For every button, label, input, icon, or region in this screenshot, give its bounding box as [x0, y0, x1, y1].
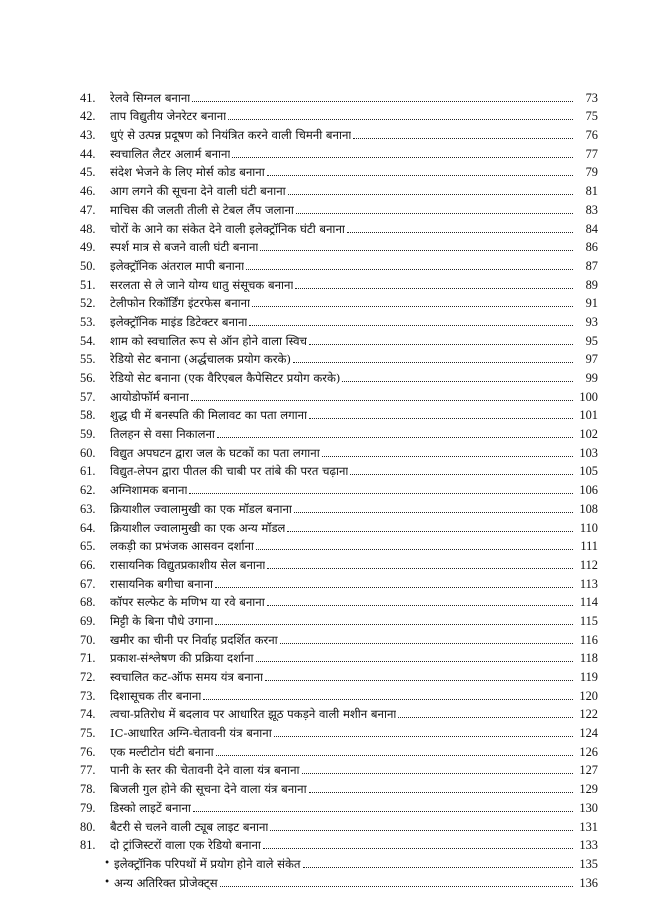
dot-leader — [296, 213, 573, 214]
dot-leader — [342, 381, 573, 382]
entry-title: रेडियो सेट बनाना (अर्द्धचालक प्रयोग करके) — [110, 352, 291, 367]
dot-leader — [263, 848, 573, 849]
entry-title: विद्युत-लेपन द्वारा पीतल की चाबी पर तांबे की परत चढ़ाना — [110, 464, 349, 479]
dot-leader — [215, 624, 573, 625]
entry-title: इलेक्ट्रॉनिक माइंड डिटेक्टर बनाना — [110, 314, 248, 329]
dot-leader — [267, 175, 573, 176]
toc-entry — [80, 777, 598, 796]
toc-entry — [80, 254, 598, 273]
toc-entry — [80, 236, 598, 255]
entry-number: 43. — [80, 128, 96, 143]
entry-number: 78. — [80, 782, 96, 797]
toc-entry — [80, 123, 598, 142]
entry-page-number: 99 — [585, 371, 598, 385]
entry-title: संदेश भेजने के लिए मोर्स कोड बनाना — [110, 165, 265, 180]
entry-title: स्वचालित लैटर अलार्म बनाना — [110, 146, 231, 161]
toc-entry — [80, 441, 598, 460]
entry-number: 48. — [80, 221, 96, 236]
entry-number: 80. — [80, 819, 96, 834]
entry-title: पानी के स्तर की चेतावनी देने वाला यंत्र बनाना — [110, 763, 300, 778]
dot-leader — [309, 418, 573, 419]
entry-number: 61. — [80, 464, 96, 479]
entry-page-number: 118 — [579, 651, 598, 666]
entry-title: डिस्को लाइटें बनाना — [110, 800, 191, 815]
dot-leader — [217, 437, 573, 438]
toc-entry — [80, 497, 598, 516]
entry-page-number: 106 — [579, 483, 598, 498]
entry-title: अन्य अतिरिक्त प्रोजेक्ट्स — [114, 875, 218, 890]
entry-title: ताप विद्युतीय जेनरेटर बनाना — [110, 109, 227, 124]
entry-page-number: 110 — [579, 520, 598, 535]
toc-entry — [80, 759, 598, 778]
entry-page-number: 135 — [579, 856, 598, 871]
entry-page-number: 95 — [585, 333, 598, 348]
toc-entry — [80, 796, 598, 815]
dot-leader — [295, 288, 573, 289]
entry-number: 56. — [80, 371, 96, 385]
toc-entry — [80, 721, 598, 740]
toc-entry — [80, 366, 598, 385]
toc-entry — [80, 535, 598, 554]
entry-title: माचिस की जलती तीली से टेबल लैंप जलाना — [110, 202, 294, 217]
entry-title: मिट्टी के बिना पौधे उगाना — [110, 613, 214, 628]
entry-number: 49. — [80, 240, 96, 255]
entry-page-number: 102 — [579, 427, 598, 442]
entry-page-number: 73 — [585, 90, 598, 105]
toc-entry — [80, 273, 598, 292]
entry-title: चोरों के आने का संकेत देने वाली इलेक्ट्रॉनिक घंटी बनाना — [110, 221, 345, 236]
entry-title: कॉपर सल्फेट के मणिभ या रवे बनाना — [110, 595, 265, 610]
entry-title: इलेक्ट्रॉनिक अंतराल मापी बनाना — [110, 258, 245, 273]
entry-number: 69. — [80, 613, 96, 628]
dot-leader — [193, 811, 573, 812]
dot-leader — [280, 643, 573, 644]
dot-leader — [256, 549, 573, 550]
entry-page-number: 111 — [580, 539, 598, 554]
entry-title: शाम को स्वचालित रूप से ऑन होने वाला स्विच — [110, 333, 307, 348]
dot-leader — [246, 269, 573, 270]
dot-leader — [232, 157, 573, 158]
entry-title: क्रियाशील ज्वालामुखी का एक अन्य मॉडल — [110, 520, 286, 535]
entry-page-number: 77 — [585, 146, 598, 161]
entry-title: आग लगने की सूचना देने वाली घंटी बनाना — [110, 184, 286, 199]
entry-number: 64. — [80, 520, 96, 535]
entry-page-number: 126 — [579, 744, 598, 759]
dot-leader — [287, 531, 573, 532]
dot-leader — [189, 493, 573, 494]
dot-leader — [228, 119, 573, 120]
entry-number: 50. — [80, 258, 96, 273]
entry-number: 70. — [80, 632, 96, 647]
entry-number: 66. — [80, 557, 96, 572]
entry-title: लकड़ी का प्रभंजक आसवन दर्शाना — [110, 539, 254, 554]
entry-page-number: 131 — [579, 819, 598, 834]
dot-leader — [267, 568, 573, 569]
entry-page-number: 93 — [585, 314, 598, 329]
dot-leader — [353, 138, 573, 139]
entry-page-number: 115 — [579, 613, 598, 628]
entry-number: 81. — [80, 838, 96, 853]
entry-page-number: 120 — [579, 688, 598, 703]
entry-title: टेलीफोन रिकॉर्डिंग इंटरफेस बनाना — [110, 296, 251, 311]
entry-page-number: 105 — [579, 464, 598, 479]
entry-page-number: 86 — [585, 240, 598, 255]
toc-entry — [80, 329, 598, 348]
dot-leader — [293, 362, 573, 363]
dot-leader — [322, 456, 573, 457]
dot-leader — [294, 512, 573, 513]
toc-entry — [80, 404, 598, 423]
entry-title: खमीर का चीनी पर निर्वाह प्रदर्शित करना — [110, 632, 278, 647]
toc-entry — [80, 684, 598, 703]
entry-number: 74. — [80, 707, 96, 722]
toc-entry — [80, 310, 598, 329]
toc-entry — [80, 647, 598, 666]
dot-leader — [192, 101, 573, 102]
dot-leader — [274, 736, 573, 737]
dot-leader — [265, 680, 573, 681]
entry-number: 59. — [80, 427, 96, 442]
entry-number: 46. — [80, 184, 96, 199]
toc-entry — [80, 516, 598, 535]
table-of-contents — [80, 86, 598, 890]
entry-page-number: 97 — [585, 352, 598, 367]
toc-entry — [80, 198, 598, 217]
toc-entry — [80, 591, 598, 610]
entry-title: बिजली गुल होने की सूचना देने वाला यंत्र बनाना — [110, 782, 307, 797]
dot-leader — [347, 232, 573, 233]
entry-number: 73. — [80, 688, 96, 703]
entry-number: 53. — [80, 314, 96, 329]
entry-title: रेडियो सेट बनाना (एक वैरिएबल कैपेसिटर प्रयोग करके) — [110, 371, 341, 385]
toc-entry — [80, 703, 598, 722]
entry-page-number: 122 — [579, 707, 598, 722]
entry-title: एक मल्टीटोन घंटी बनाना — [110, 744, 214, 759]
entry-number: 54. — [80, 333, 96, 348]
entry-page-number: 108 — [579, 501, 598, 516]
entry-number: 75. — [80, 726, 96, 741]
entry-page-number: 91 — [585, 296, 598, 311]
toc-entry — [80, 105, 598, 124]
dot-leader — [267, 605, 573, 606]
toc-entry — [80, 572, 598, 591]
entry-page-number: 116 — [579, 632, 598, 647]
entry-page-number: 83 — [585, 202, 598, 217]
entry-page-number: 79 — [585, 165, 598, 180]
toc-entry — [80, 834, 598, 853]
entry-title: IC-आधारित अग्नि-चेतावनी यंत्र बनाना — [110, 726, 272, 741]
entry-number: 52. — [80, 296, 96, 311]
entry-page-number: 89 — [585, 277, 598, 292]
bullet-icon: • — [104, 857, 110, 869]
entry-title: रासायनिक विद्युतप्रकाशीय सेल बनाना — [110, 557, 266, 572]
dot-leader — [220, 886, 573, 887]
entry-page-number: 81 — [585, 184, 598, 199]
dot-leader — [350, 474, 573, 475]
toc-entry — [80, 348, 598, 367]
entry-title: रेलवे सिग्नल बनाना — [110, 90, 191, 105]
entry-title: स्पर्श मात्र से बजने वाली घंटी बनाना — [110, 240, 259, 255]
entry-title: दो ट्रांजिस्टरों वाला एक रेडियो बनाना — [110, 838, 261, 853]
bullet-icon: • — [104, 876, 110, 888]
entry-number: 51. — [80, 277, 96, 292]
entry-number: 60. — [80, 445, 96, 460]
entry-page-number: 75 — [585, 109, 598, 124]
entry-title: अग्निशामक बनाना — [110, 483, 188, 498]
entry-page-number: 113 — [579, 576, 598, 591]
entry-number: 76. — [80, 744, 96, 759]
entry-number: 72. — [80, 670, 96, 684]
entry-title: क्रियाशील ज्वालामुखी का एक मॉडल बनाना — [110, 501, 292, 516]
dot-leader — [191, 400, 573, 401]
entry-title: प्रकाश-संश्लेषण की प्रक्रिया दर्शाना — [110, 651, 254, 666]
entry-page-number: 129 — [579, 782, 598, 797]
entry-page-number: 84 — [585, 221, 598, 236]
entry-number: 71. — [80, 651, 96, 666]
entry-title: आयोडोफॉर्म बनाना — [110, 389, 189, 404]
entry-number: 45. — [80, 165, 96, 180]
entry-number: 65. — [80, 539, 96, 554]
toc-entry — [80, 553, 598, 572]
entry-page-number: 136 — [579, 875, 598, 890]
entry-number: 62. — [80, 483, 96, 498]
toc-entry — [80, 665, 598, 684]
dot-leader — [398, 717, 573, 718]
entry-title: दिशासूचक तीर बनाना — [110, 688, 202, 703]
toc-entry — [80, 161, 598, 180]
entry-page-number: 101 — [579, 408, 598, 423]
toc-entry — [80, 815, 598, 834]
entry-number: 57. — [80, 389, 96, 404]
dot-leader — [216, 755, 573, 756]
toc-entry — [80, 217, 598, 236]
entry-page-number: 76 — [585, 128, 598, 143]
toc-entry — [80, 86, 598, 105]
entry-number: 63. — [80, 501, 96, 516]
toc-entry — [80, 460, 598, 479]
entry-title: इलेक्ट्रॉनिक परिपथों में प्रयोग होने वाले संकेत — [114, 856, 301, 871]
dot-leader — [203, 699, 573, 700]
dot-leader — [309, 344, 573, 345]
entry-page-number: 87 — [585, 258, 598, 273]
entry-page-number: 114 — [579, 595, 598, 610]
entry-title: शुद्ध घी में बनस्पति की मिलावट का पता लगाना — [110, 408, 308, 423]
entry-title: रासायनिक बगीचा बनाना — [110, 576, 214, 591]
toc-entry — [80, 179, 598, 198]
entry-title: विद्युत अपघटन द्वारा जल के घटकों का पता लगाना — [110, 445, 320, 460]
entry-title: स्वचालित कट-ऑफ समय यंत्र बनाना — [110, 670, 264, 684]
entry-number: 67. — [80, 576, 96, 591]
entry-number: 68. — [80, 595, 96, 610]
entry-number: 55. — [80, 352, 96, 367]
toc-entry — [80, 142, 598, 161]
toc-entry — [80, 385, 598, 404]
toc-entry — [80, 478, 598, 497]
dot-leader — [303, 867, 573, 868]
dot-leader — [249, 325, 573, 326]
toc-entry — [80, 628, 598, 647]
toc-entry — [80, 422, 598, 441]
entry-title: तिलहन से वसा निकालना — [110, 427, 215, 442]
toc-entry — [80, 609, 598, 628]
toc-extra-entry — [80, 852, 598, 871]
dot-leader — [256, 661, 573, 662]
entry-number: 41. — [80, 90, 96, 105]
entry-title: बैटरी से चलने वाली ट्यूब लाइट बनाना — [110, 819, 269, 834]
dot-leader — [252, 306, 573, 307]
entry-number: 79. — [80, 800, 96, 815]
entry-number: 42. — [80, 109, 96, 124]
entry-page-number: 112 — [579, 557, 598, 572]
entry-page-number: 119 — [579, 670, 598, 684]
dot-leader — [260, 250, 573, 251]
dot-leader — [302, 773, 573, 774]
toc-entry — [80, 740, 598, 759]
entry-page-number: 103 — [579, 445, 598, 460]
entry-page-number: 100 — [579, 389, 598, 404]
dot-leader — [288, 194, 573, 195]
entry-page-number: 133 — [579, 838, 598, 853]
entry-number: 58. — [80, 408, 96, 423]
dot-leader — [270, 830, 573, 831]
entry-title: धुएं से उत्पन्न प्रदूषण को नियंत्रित करने वाली चिमनी बनाना — [110, 128, 352, 143]
entry-title: त्वचा-प्रतिरोध में बदलाव पर आधारित झूठ पकड़ने वाली मशीन बनाना — [110, 707, 397, 722]
entry-page-number: 127 — [579, 763, 598, 778]
dot-leader — [309, 792, 573, 793]
entry-title: सरलता से ले जाने योग्य धातु संसूचक बनाना — [110, 277, 294, 292]
entry-number: 47. — [80, 202, 96, 217]
entry-page-number: 130 — [579, 800, 598, 815]
dot-leader — [215, 587, 573, 588]
toc-entry — [80, 292, 598, 311]
toc-extra-entry — [80, 871, 598, 890]
entry-number: 44. — [80, 146, 96, 161]
entry-page-number: 124 — [579, 726, 598, 741]
entry-number: 77. — [80, 763, 96, 778]
